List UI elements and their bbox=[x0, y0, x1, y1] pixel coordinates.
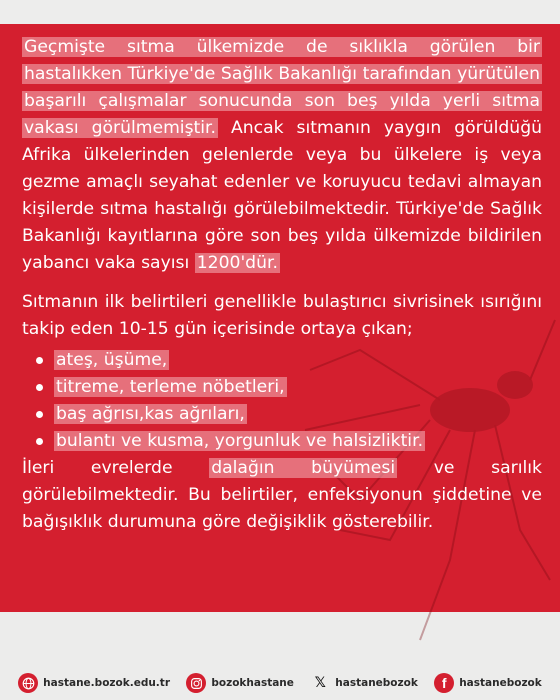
footer-instagram[interactable] bbox=[186, 673, 294, 693]
highlight-spleen: dalağın büyümesi bbox=[211, 458, 396, 478]
instagram-label: bozokhastane bbox=[211, 677, 294, 689]
paragraph-late-stage: İleri evrelerde dalağın büyümesi ve sarılık görülebilmektedir. Bu belirtiler, enfeksiyonun şiddetine ve bağışıklık durumuna göre değişiklik gösterebilir. bbox=[22, 458, 542, 532]
footer-facebook[interactable] bbox=[434, 673, 542, 693]
symptom-item: bulantı ve kusma, yorgunluk ve halsizliktir. bbox=[36, 428, 542, 455]
website-label: hastane.bozok.edu.tr bbox=[43, 677, 170, 689]
x-icon: 𝕏 bbox=[310, 673, 330, 693]
highlight-case-count: 1200'dür. bbox=[196, 253, 278, 273]
footer-website[interactable] bbox=[18, 673, 170, 693]
paragraph-history bbox=[22, 34, 542, 277]
symptom-item: ateş, üşüme, bbox=[36, 347, 542, 374]
highlight-no-local-cases: Geçmişte sıtma ülkemizde de sıklıkla görülen bir hastalıkken Türkiye'de Sağlık Bakanlığı tarafından yürütülen başarılı çalışmalar sonucunda son beş yılda yerli sıtma vakası görülmemiştir. bbox=[24, 37, 540, 138]
globe-icon bbox=[18, 673, 38, 693]
instagram-icon bbox=[186, 673, 206, 693]
paragraph-history-body: Ancak sıtmanın yaygın görüldüğü Afrika ülkelerinden gelenlerde veya bu ülkelere iş veya gezme amaçlı seyahat edenler ve koruyucu tedavi almayan kişilerde sıtma hastalığı görülebilmektedir. Türkiye'de Sağlık Bakanlığı kayıtlarına göre son beş yılda ülkemizde bildirilen yabancı vaka sayısı bbox=[22, 118, 543, 273]
symptom-list bbox=[22, 347, 542, 455]
facebook-label: hastanebozok bbox=[459, 677, 542, 689]
symptom-item: titreme, terleme nöbetleri, bbox=[36, 374, 542, 401]
paragraph-symptoms-intro: Sıtmanın ilk belirtileri genellikle bulaştırıcı sivrisinek ısırığını takip eden 10-15 gün içerisinde ortaya çıkan; bbox=[22, 292, 542, 339]
top-border bbox=[0, 0, 560, 24]
x-label: hastanebozok bbox=[335, 677, 418, 689]
symptom-item: baş ağrısı,kas ağrıları, bbox=[36, 401, 542, 428]
footer-contacts bbox=[0, 666, 560, 700]
facebook-icon: f bbox=[434, 673, 454, 693]
content-text bbox=[22, 34, 542, 548]
footer-x[interactable] bbox=[310, 673, 418, 693]
